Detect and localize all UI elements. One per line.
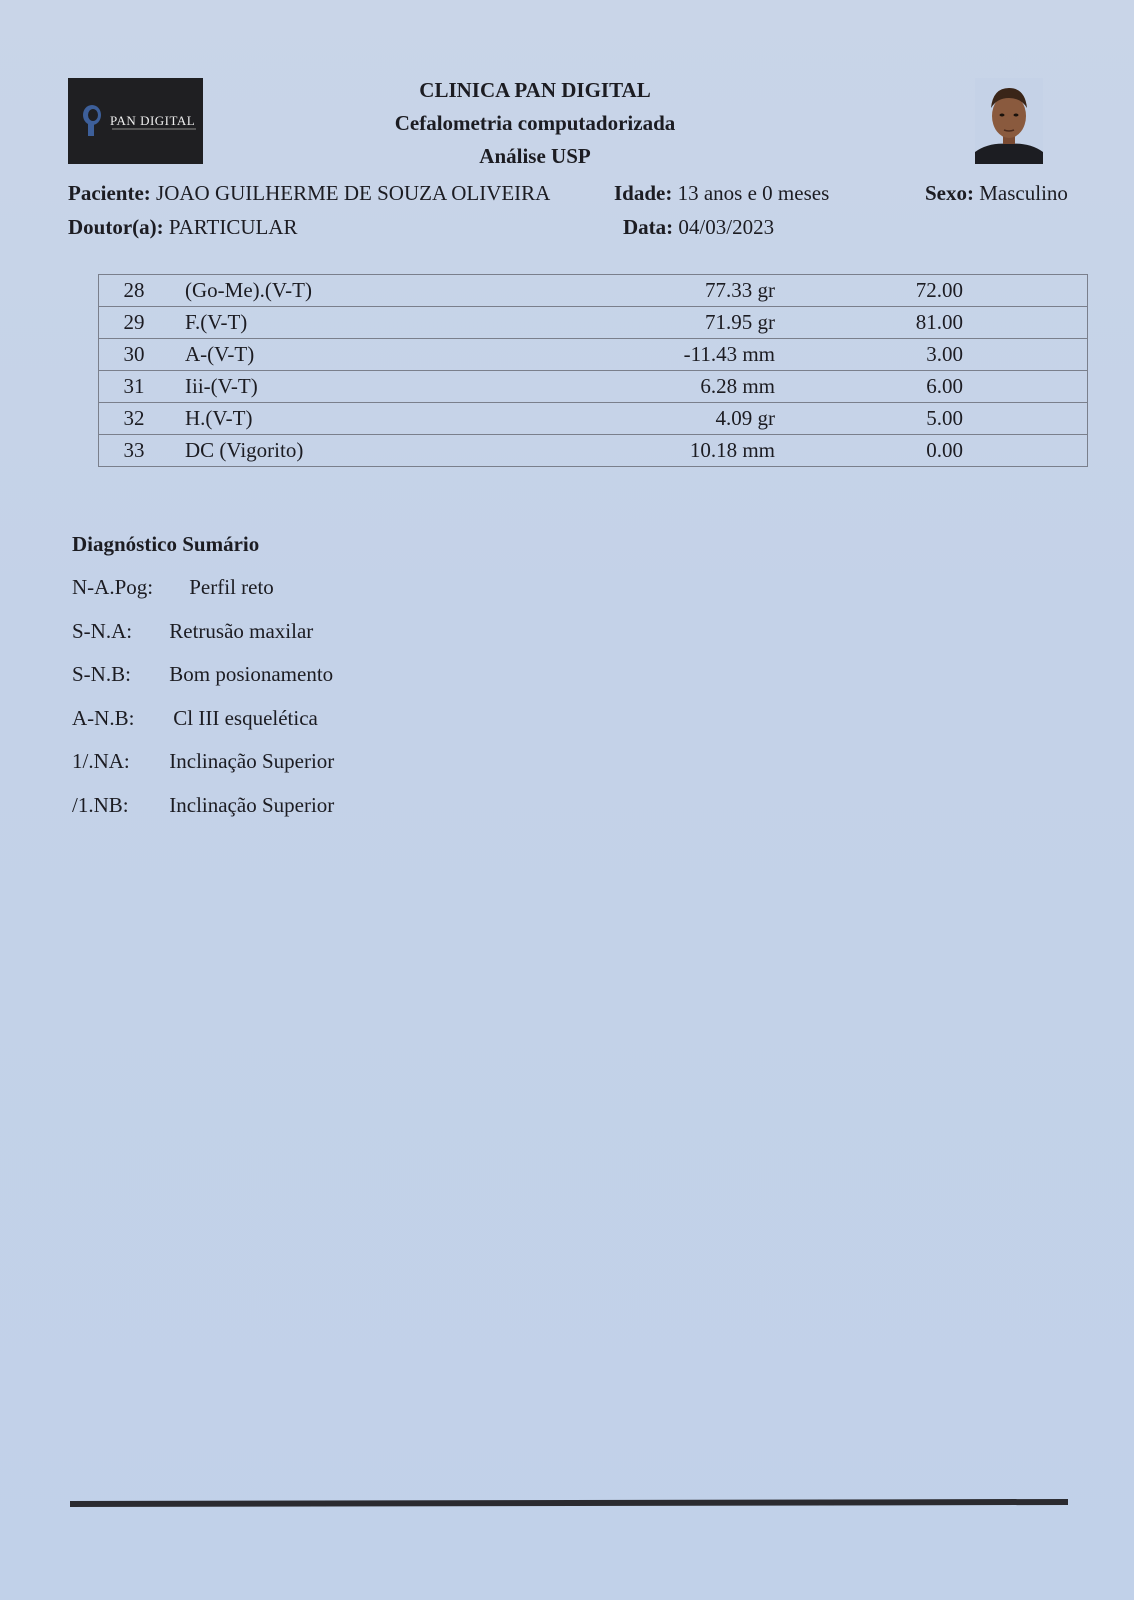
measure-name: H.(V-T) <box>169 403 555 435</box>
clinic-name: CLINICA PAN DIGITAL <box>419 78 651 102</box>
patient-photo <box>975 78 1043 164</box>
table-row <box>99 371 1088 403</box>
measure-name: A-(V-T) <box>169 339 555 371</box>
measure-name: F.(V-T) <box>169 307 555 339</box>
report-header <box>340 74 730 173</box>
diagnosis-value: Perfil reto <box>189 575 274 599</box>
table-row <box>99 307 1088 339</box>
measure-name: (Go-Me).(V-T) <box>169 275 555 307</box>
patient-name-line <box>68 181 550 206</box>
table-spacer <box>963 275 1088 307</box>
diagnosis-value: Retrusão maxilar <box>169 619 314 643</box>
measure-value: 77.33 gr <box>555 275 783 307</box>
table-row <box>99 403 1088 435</box>
logo-tagline-bar <box>112 128 196 130</box>
measure-value: 6.28 mm <box>555 371 783 403</box>
report-date: 04/03/2023 <box>678 215 775 239</box>
measure-value: 10.18 mm <box>555 435 783 467</box>
measure-number: 29 <box>99 307 170 339</box>
diagnosis-item <box>72 662 333 687</box>
measurements-table <box>98 274 1088 467</box>
patient-age: 13 anos e 0 meses <box>677 181 830 205</box>
diagnosis-key: N-A.Pog: <box>72 575 154 599</box>
diagnosis-value: Inclinação Superior <box>169 793 335 817</box>
patient-sex: Masculino <box>979 181 1068 205</box>
table-row <box>99 275 1088 307</box>
measure-name: DC (Vigorito) <box>169 435 555 467</box>
skull-logo-icon <box>82 104 102 138</box>
diagnosis-item <box>72 793 334 818</box>
patient-age-line <box>614 181 829 206</box>
measure-number: 31 <box>99 371 170 403</box>
measure-norm: 81.00 <box>783 307 963 339</box>
measure-number: 30 <box>99 339 170 371</box>
diagnosis-item <box>72 706 318 731</box>
patient-name: JOAO GUILHERME DE SOUZA OLIVEIRA <box>156 181 551 205</box>
diagnosis-item <box>72 619 313 644</box>
measure-norm: 5.00 <box>783 403 963 435</box>
report-subtitle: Cefalometria computadorizada <box>394 111 676 135</box>
patient-sex-label: Sexo: <box>925 181 974 205</box>
footer-rule <box>70 1499 1068 1507</box>
measure-number: 32 <box>99 403 170 435</box>
diagnosis-value: Inclinação Superior <box>169 749 335 773</box>
clinic-logo <box>68 78 203 164</box>
diagnosis-key: S-N.B: <box>72 662 131 686</box>
measure-norm: 0.00 <box>783 435 963 467</box>
table-spacer <box>963 371 1088 403</box>
diagnosis-value: Bom posionamento <box>169 662 334 686</box>
diagnosis-value: Cl III esquelética <box>173 706 318 730</box>
patient-age-label: Idade: <box>614 181 673 205</box>
doctor-name: PARTICULAR <box>168 215 298 239</box>
date-label: Data: <box>623 215 674 239</box>
diagnosis-key: S-N.A: <box>72 619 133 643</box>
diagnosis-title: Diagnóstico Sumário <box>72 532 260 556</box>
patient-name-label: Paciente: <box>68 181 151 205</box>
diagnosis-key: A-N.B: <box>72 706 135 730</box>
diagnosis-item <box>72 749 334 774</box>
diagnosis-key: 1/.NA: <box>72 749 130 773</box>
measure-name: Iii-(V-T) <box>169 371 555 403</box>
date-line <box>623 215 774 240</box>
measure-number: 33 <box>99 435 170 467</box>
diagnosis-item <box>72 575 274 600</box>
measure-value: 71.95 gr <box>555 307 783 339</box>
measure-number: 28 <box>99 275 170 307</box>
table-row <box>99 435 1088 467</box>
measure-norm: 72.00 <box>783 275 963 307</box>
measure-value: -11.43 mm <box>555 339 783 371</box>
doctor-label: Doutor(a): <box>68 215 164 239</box>
table-spacer <box>963 403 1088 435</box>
table-spacer <box>963 435 1088 467</box>
measure-norm: 6.00 <box>783 371 963 403</box>
patient-sex-line <box>925 181 1068 206</box>
measure-value: 4.09 gr <box>555 403 783 435</box>
table-spacer <box>963 339 1088 371</box>
logo-text: PAN DIGITAL <box>110 113 196 128</box>
table-row <box>99 339 1088 371</box>
measure-norm: 3.00 <box>783 339 963 371</box>
doctor-line <box>68 215 298 240</box>
analysis-name: Análise USP <box>479 144 591 168</box>
table-spacer <box>963 307 1088 339</box>
diagnosis-key: /1.NB: <box>72 793 129 817</box>
